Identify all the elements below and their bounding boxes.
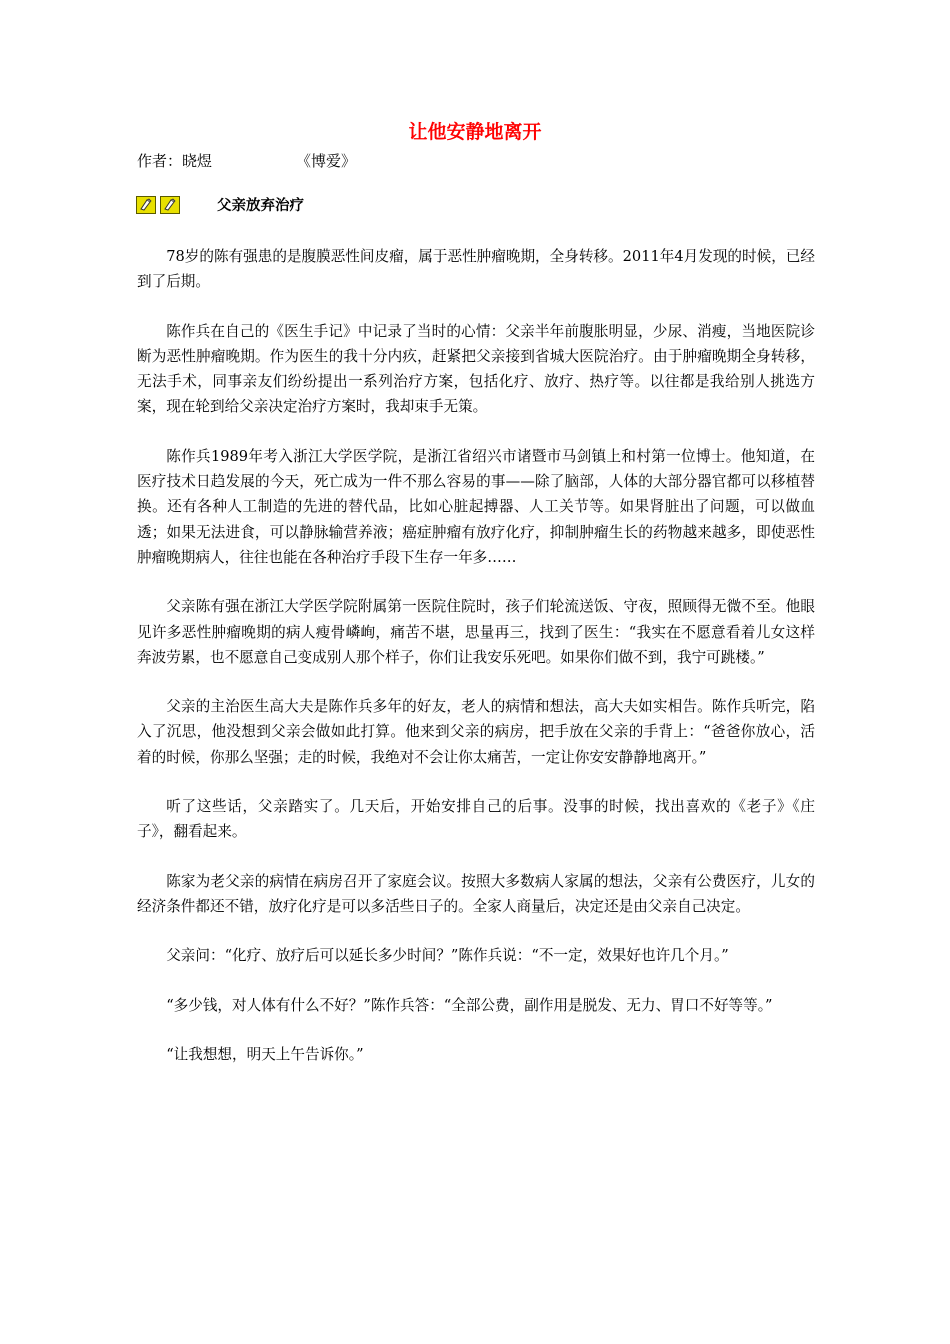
paragraph: 陈家为老父亲的病情在病房召开了家庭会议。按照大多数病人家属的想法，父亲有公费医疗，儿女的经济条件都还不错，放疗化疗是可以多活些日子的。全家人商量后，决定还是由父亲自己决定。 xyxy=(137,872,815,915)
paragraph: 父亲的主治医生高大夫是陈作兵多年的好友，老人的病情和想法，高大夫如实相告。陈作兵听完，陷入了沉思，他没想到父亲会做如此打算。他来到父亲的病房，把手放在父亲的手背上：“爸爸你放心，活着的时候，你那么坚强；走的时候，我绝对不会让你太痛苦，一定让你安安静静地离开。” xyxy=(137,698,815,766)
section-marker-icon xyxy=(136,196,156,214)
paragraph: 听了这些话，父亲踏实了。几天后，开始安排自己的后事。没事的时候，找出喜欢的《老子》《庄子》，翻看起来。 xyxy=(137,798,815,841)
article-title: 让他安静地离开 xyxy=(408,121,542,143)
paragraph: 父亲陈有强在浙江大学医学院附属第一医院住院时，孩子们轮流送饭、守夜，照顾得无微不至。他眼见许多恶性肿瘤晚期的病人瘦骨嶙峋，痛苦不堪，思量再三，找到了医生：“我实在不愿意看着儿女这样奔波劳累，也不愿意自己变成别人那个样子，你们让我安乐死吧。如果你们做不到，我宁可跳楼。” xyxy=(137,598,815,666)
author: 作者：晓煜 xyxy=(137,152,213,170)
article-body xyxy=(137,244,815,1091)
paragraph: 陈作兵1989年考入浙江大学医学院，是浙江省绍兴市诸暨市马剑镇上和村第一位博士。他知道，在医疗技术日趋发展的今天，死亡成为一件不那么容易的事——除了脑部，人体的大部分器官都可以移植替换。还有各种人工制造的先进的替代品，比如心脏起搏器、人工关节等。如果肾脏出了问题，可以做血透；如果无法进食，可以静脉输营养液；癌症肿瘤有放疗化疗，抑制肿瘤生长的药物越来越多，即使恶性肿瘤晚期病人，往往也能在各种治疗手段下生存一年多…… xyxy=(137,447,815,566)
paragraph: 78岁的陈有强患的是腹膜恶性间皮瘤，属于恶性肿瘤晚期，全身转移。2011年4月发现的时候，已经到了后期。 xyxy=(137,248,815,291)
paragraph: “多少钱，对人体有什么不好？”陈作兵答：“全部公费，副作用是脱发、无力、胃口不好等等。” xyxy=(166,996,773,1014)
byline xyxy=(137,151,357,171)
section-marker-icon xyxy=(160,196,180,214)
paragraph: “让我想想，明天上午告诉你。” xyxy=(166,1045,364,1063)
source: 《博爱》 xyxy=(296,152,357,170)
section-header xyxy=(136,196,536,218)
section-heading: 父亲放弃治疗 xyxy=(217,198,304,214)
paragraph: 陈作兵在自己的《医生手记》中记录了当时的心情：父亲半年前腹胀明显，少尿、消瘦，当地医院诊断为恶性肿瘤晚期。作为医生的我十分内疚，赶紧把父亲接到省城大医院治疗。由于肿瘤晚期全身转移，无法手术，同事亲友们纷纷提出一系列治疗方案，包括化疗、放疗、热疗等。以往都是我给别人挑选方案，现在轮到给父亲决定治疗方案时，我却束手无策。 xyxy=(137,322,815,416)
paragraph: 父亲问：“化疗、放疗后可以延长多少时间？”陈作兵说：“不一定，效果好也许几个月。” xyxy=(166,947,729,965)
